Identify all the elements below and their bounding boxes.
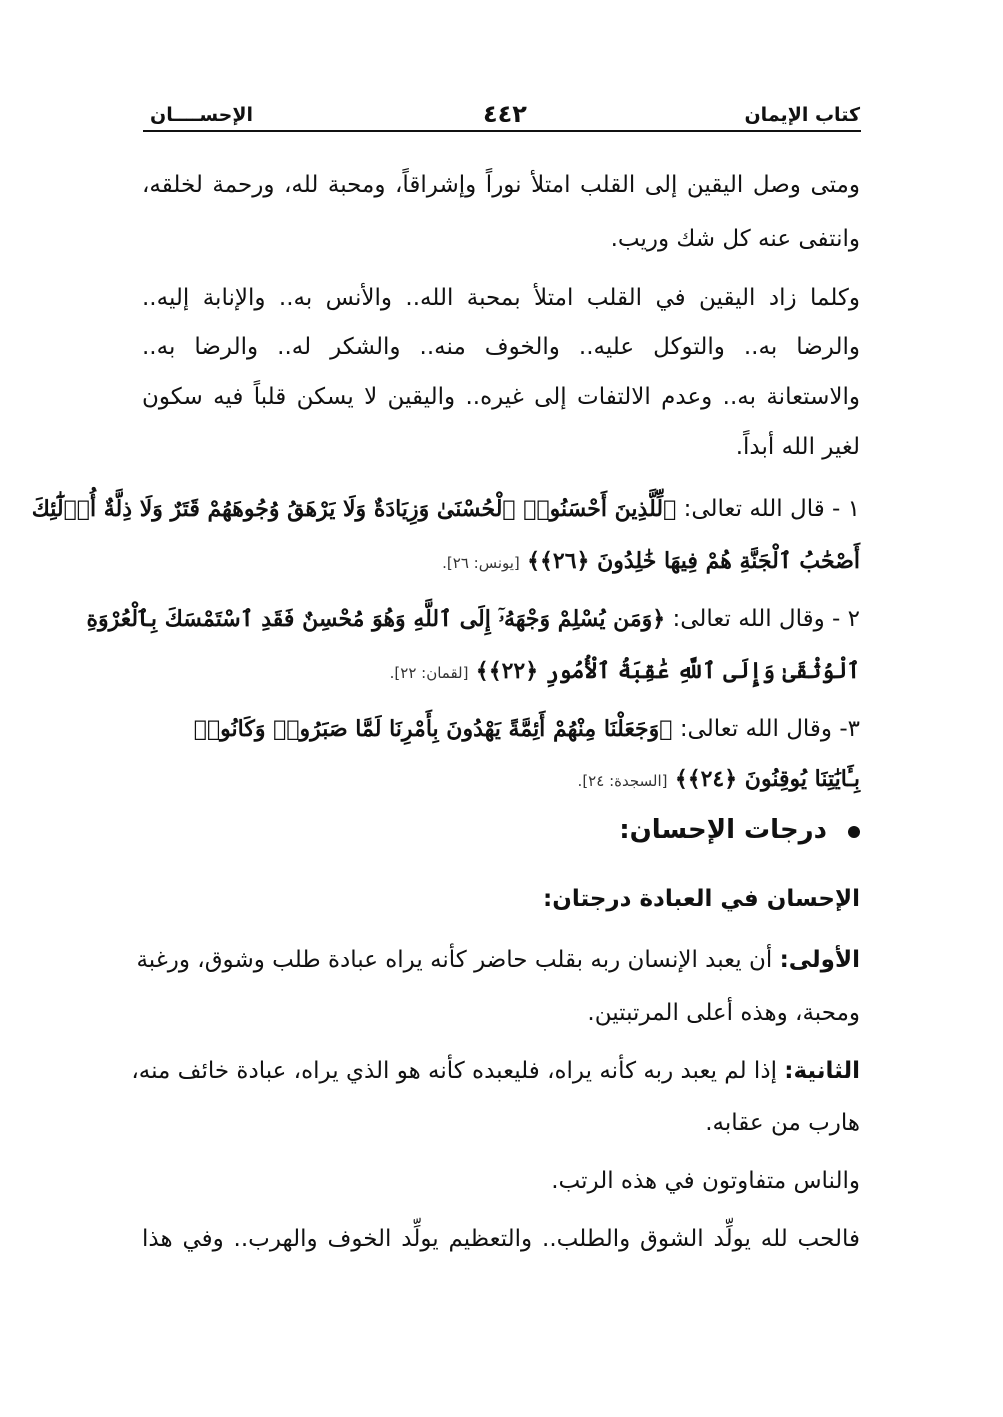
bullet-icon [848,826,860,838]
paragraph-line: والناس متفاوتون في هذه الرتب. [551,1168,860,1194]
verse-reference: [السجدة: ٢٤]. [577,772,668,790]
verse-3-line-1 [194,714,860,744]
paragraph-line: وانتفى عنه كل شك وريب. [610,226,860,252]
section-heading: درجات الإحسان: [619,815,827,845]
verse-3-line-2 [578,764,860,796]
first-degree-text: أن يعبد الإنسان ربه بقلب حاضر كأنه يراه عبادة طلب وشوق، ورغبة [136,947,773,973]
paragraph-line: لغير الله أبداً. [735,434,860,460]
second-degree-text: إذا لم يعبد ربه كأنه يراه، فليعبده كأنه هو الذي يراه، عبادة خائف منه، [131,1058,777,1084]
second-degree-line-1 [131,1056,860,1086]
quran-verse: ﴿وَمَن يُسْلِمْ وَجْهَهُۥٓ إِلَى ٱللَّهِ وَهُوَ مُحْسِنٌ فَقَدِ ٱسْتَمْسَكَ بِٱلْعُرْوَةِ [86,606,666,632]
verse-reference: [يونس: ٢٦]. [442,554,520,572]
paragraph-line: والرضا به.. والتوكل عليه.. والخوف منه.. والشكر له.. والرضا به.. [142,334,860,360]
verse-intro: ٢ - وقال الله تعالى: [672,606,860,632]
header-rule [143,130,861,132]
paragraph-line: ومحبة، وهذه أعلى المرتبتين. [587,1000,860,1026]
second-degree-label: الثانية: [784,1058,860,1084]
quran-verse: ﴿وَجَعَلْنَا مِنْهُمْ أَئِمَّةً يَهْدُونَ بِأَمْرِنَا لَمَّا صَبَرُوا۟ وَكَانُوا۟ [193,716,673,742]
paragraph-line: هارب من عقابه. [705,1110,860,1136]
running-header-chapter-title: الإحســــان [150,104,254,126]
paragraph-line: وكلما زاد اليقين في القلب امتلأ بمحبة الله.. والأنس به.. والإنابة إليه.. [142,285,860,311]
paragraph-line: فالحب لله يولِّد الشوق والطلب.. والتعظيم يولِّد الخوف والهرب.. وفي هذا [142,1226,860,1252]
verse-2-line-2 [390,656,860,688]
paragraph-line: ومتى وصل اليقين إلى القلب امتلأ نوراً وإشراقاً، ومحبة لله، ورحمة لخلقه، [142,172,860,198]
verse-intro: ١ - قال الله تعالى: [683,496,860,522]
section-subheading: الإحسان في العبادة درجتان: [543,886,860,912]
paragraph-line: والاستعانة به.. وعدم الالتفات إلى غيره.. واليقين لا يسكن قلباً فيه سكون [142,384,860,410]
page-number: ٤٤٢ [483,100,527,128]
verse-1-line-2 [442,546,860,578]
quran-verse: أَصْحَٰبُ ٱلْجَنَّةِ هُمْ فِيهَا خَٰلِدُونَ ﴿٢٦﴾﴾ [527,548,860,574]
quran-verse: ﴿لِّلَّذِينَ أَحْسَنُوا۟ ٱلْحُسْنَىٰ وَزِيَادَةٌ وَلَا يَرْهَقُ وُجُوهَهُمْ قَتَرٌ وَلَا ذِلَّةٌ أُو۟لَٰٓئِكَ [31,496,677,522]
quran-verse: ٱلْوُثْقَىٰ وَإِلَى ٱللَّهِ عَٰقِبَةُ ٱلْأُمُورِ ﴿٢٢﴾﴾ [475,658,860,684]
first-degree-label: الأولى: [779,947,860,973]
verse-reference: [لقمان: ٢٢]. [389,664,469,682]
verse-1-line-1 [32,494,860,524]
verse-intro: ٣- وقال الله تعالى: [679,716,860,742]
verse-2-line-1 [86,604,860,634]
first-degree-line-1 [136,945,860,975]
running-header-book-title: كتاب الإيمان [744,104,860,126]
quran-verse: بِـَٔايَٰتِنَا يُوقِنُونَ ﴿٢٤﴾﴾ [674,766,860,792]
